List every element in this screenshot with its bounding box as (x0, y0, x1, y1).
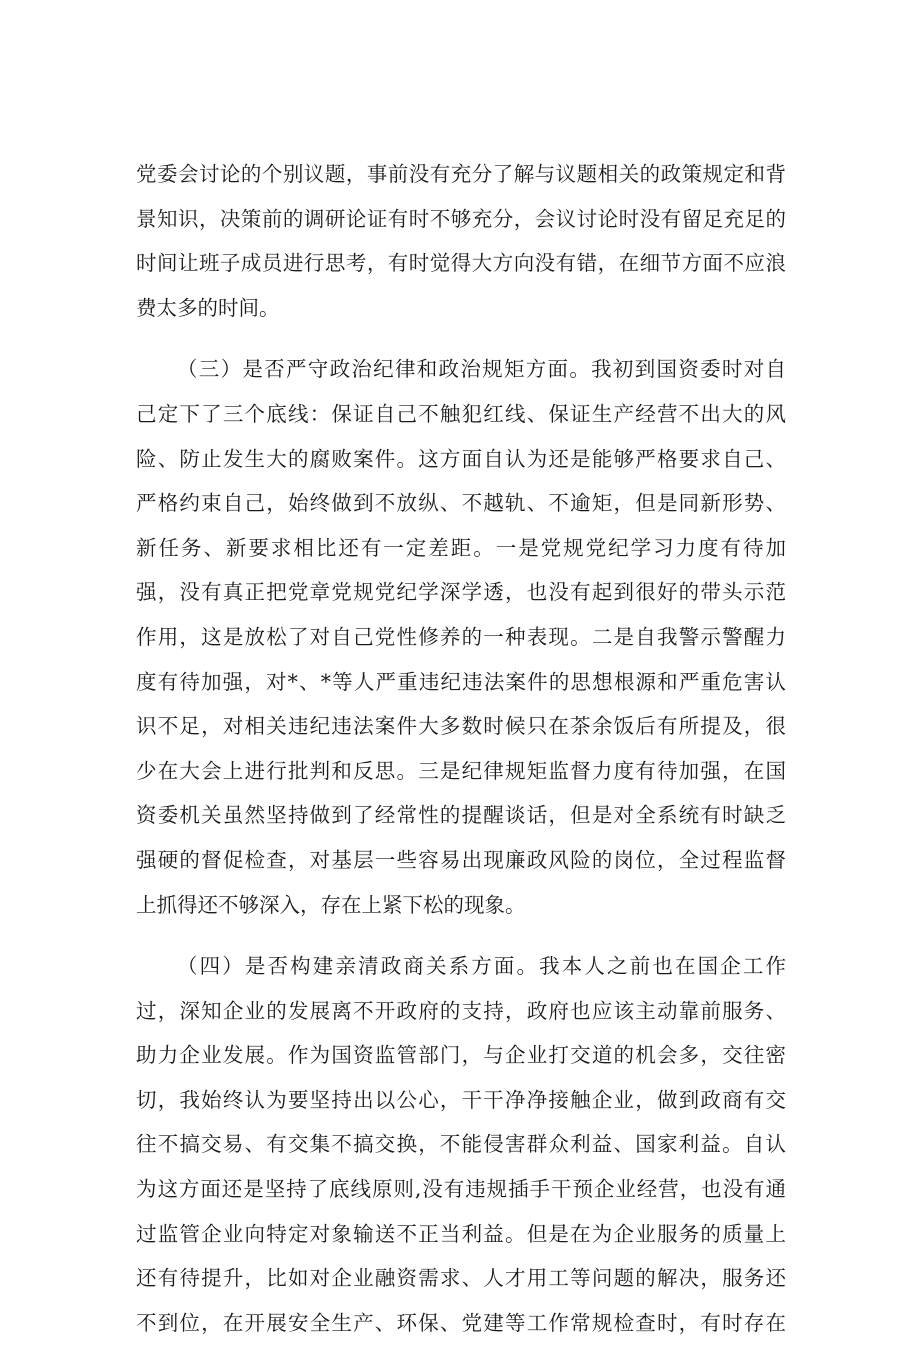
text-line: （四）是否构建亲清政商关系方面。我本人之前也在国企工作 (177, 954, 786, 979)
text-line: 为这方面还是坚持了底线原则,没有违规插手干预企业经营，也没有通 (136, 1177, 786, 1202)
paragraph-section-3 (136, 347, 786, 927)
text-line: 费太多的时间。 (136, 295, 280, 320)
paragraph-spacer (136, 330, 786, 347)
paragraph-continuation (136, 152, 786, 330)
paragraph-spacer (136, 927, 786, 944)
text-line: 往不搞交易、有交集不搞交换，不能侵害群众利益、国家利益。自认 (136, 1132, 786, 1157)
text-line: 新任务、新要求相比还有一定差距。一是党规党纪学习力度有待加 (136, 535, 786, 560)
text-line: 少在大会上进行批判和反思。三是纪律规矩监督力度有待加强，在国 (136, 758, 786, 783)
text-line: 作用，这是放松了对自己党性修养的一种表现。二是自我警示警醒力 (136, 624, 786, 649)
text-line: 上抓得还不够深入，存在上紧下松的现象。 (136, 892, 526, 917)
text-line: 识不足，对相关违纪违法案件大多数时候只在茶余饭后有所提及，很 (136, 714, 786, 739)
text-line: 强，没有真正把党章党规党纪学深学透，也没有起到很好的带头示范 (136, 580, 786, 605)
text-line: 过，深知企业的发展离不开政府的支持，政府也应该主动靠前服务、 (136, 998, 786, 1023)
text-line: 强硬的督促检查，对基层一些容易出现廉政风险的岗位，全过程监督 (136, 847, 786, 872)
text-line: 资委机关虽然坚持做到了经常性的提醒谈话，但是对全系统有时缺乏 (136, 803, 786, 828)
text-line: （三）是否严守政治纪律和政治规矩方面。我初到国资委时对自 (177, 357, 786, 382)
text-line: 险、防止发生大的腐败案件。这方面自认为还是能够严格要求自己、 (136, 446, 786, 471)
text-line: 己定下了三个底线：保证自己不触犯红线、保证生产经营不出大的风 (136, 401, 786, 426)
text-line: 时间让班子成员进行思考，有时觉得大方向没有错，在细节方面不应浪 (136, 251, 786, 276)
document-body (136, 152, 786, 1345)
paragraph-section-4 (136, 944, 786, 1345)
text-line: 党委会讨论的个别议题，事前没有充分了解与议题相关的政策规定和背 (136, 162, 786, 186)
text-line: 度有待加强，对*、*等人严重违纪违法案件的思想根源和严重危害认 (136, 669, 786, 694)
text-line: 过监管企业向特定对象输送不正当利益。但是在为企业服务的质量上 (136, 1221, 786, 1246)
text-line: 助力企业发展。作为国资监管部门，与企业打交道的机会多，交往密 (136, 1043, 786, 1068)
text-line: 景知识，决策前的调研论证有时不够充分，会议讨论时没有留足充足的 (136, 206, 786, 231)
text-line: 不到位，在开展安全生产、环保、党建等工作常规检查时，有时存在 (136, 1310, 786, 1335)
text-line: 还有待提升，比如对企业融资需求、人才用工等问题的解决，服务还 (136, 1266, 786, 1291)
text-line: 切，我始终认为要坚持出以公心，干干净净接触企业，做到政商有交 (136, 1087, 786, 1112)
text-line: 严格约束自己，始终做到不放纵、不越轨、不逾矩，但是同新形势、 (136, 491, 786, 516)
